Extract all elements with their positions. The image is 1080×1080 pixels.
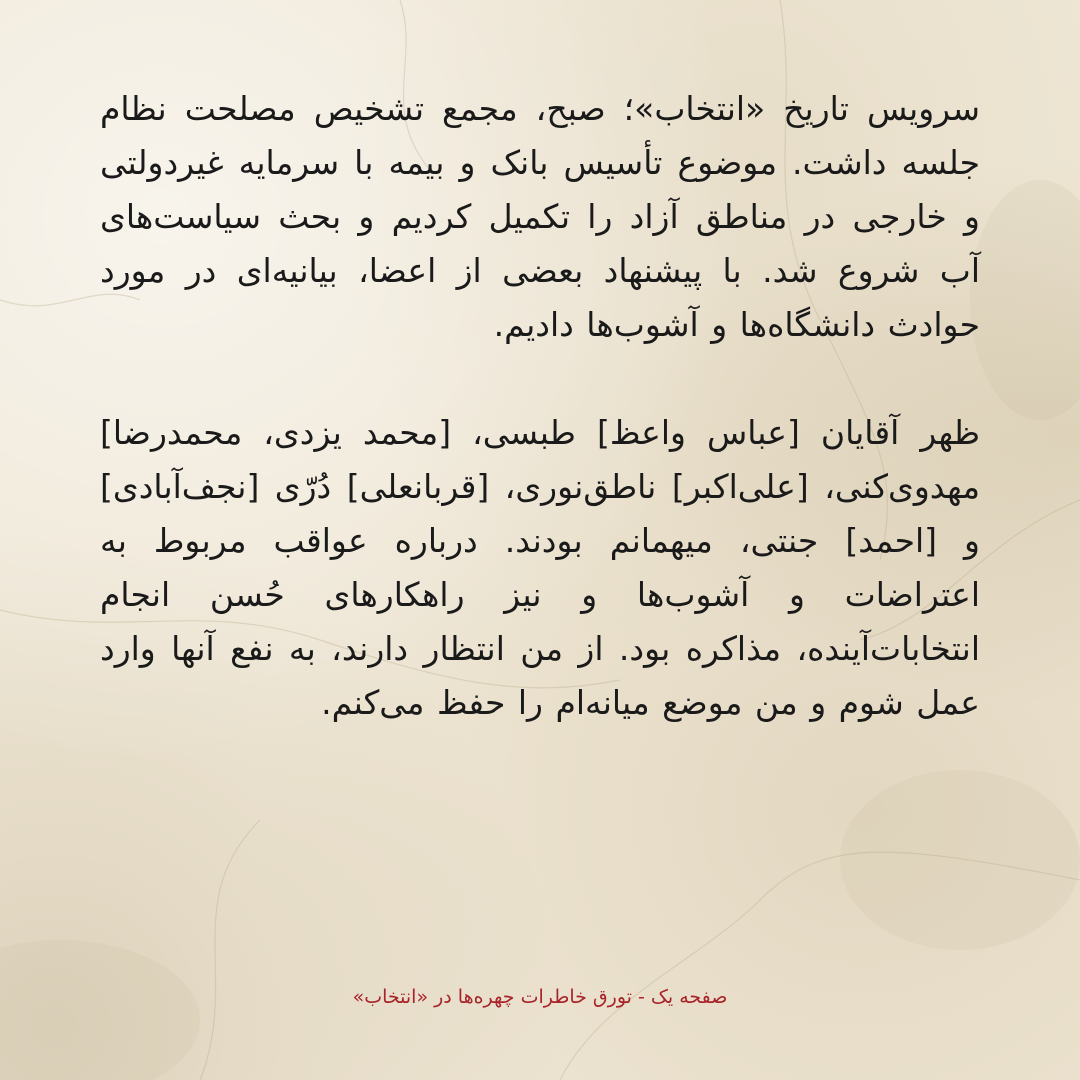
paragraph-1: سرویس تاریخ «انتخاب»؛ صبح، مجمع تشخیص مصلحت نظام جلسه داشت. موضوع تأسیس بانک و بیمه با سرمایه غیردولتی و خارجی در مناطق آزاد را تکمیل کردیم و بحث سیاست‌های آب شروع شد. با پیشنهاد بعضی از اعضا، بیانیه‌ای در مورد حوادث دانشگاه‌ها و آشوب‌ها دادیم. <box>100 89 980 344</box>
footer-caption: صفحه یک - تورق خاطرات چهره‌ها در «انتخاب» <box>352 986 728 1008</box>
document-body <box>100 82 980 730</box>
paragraph-2: ظهر آقایان [عباس واعظ] طبسی، [محمد یزدی، محمدرضا] مهدوی‌کنی، [علی‌اکبر] ناطق‌نوری، [قربانعلی] دُرّی [نجف‌آبادی] و [احمد] جنتی، میهمانم بودند. درباره عواقب مربوط به اعتراضات و آشوب‌ها و نیز راهکارهای حُسن انجام انتخابات‌آینده، مذاکره بود. از من انتظار دارند، به نفع آنها وارد عمل شوم و من موضع میانه‌ام را حفظ می‌کنم. <box>100 413 980 722</box>
